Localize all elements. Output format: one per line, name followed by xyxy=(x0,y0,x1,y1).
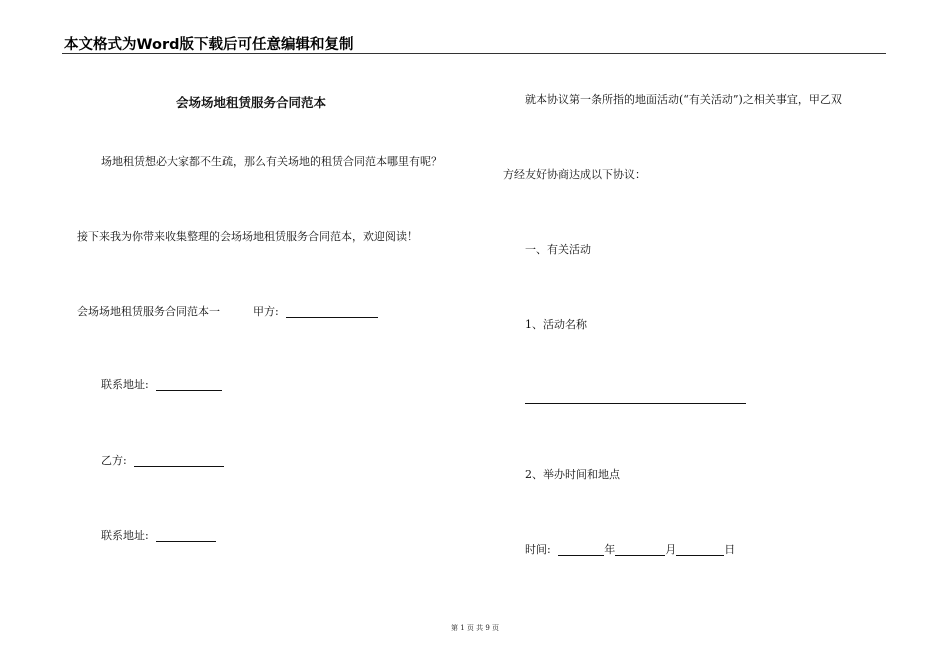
party-b-label: 乙方: xyxy=(101,454,127,467)
agreement-line-1: 就本协议第一条所指的地面活动(“有关活动”)之相关事宜，甲乙双 xyxy=(525,93,842,106)
activity-name-blank xyxy=(525,403,746,404)
intro-paragraph-2: 接下来我为你带来收集整理的会场场地租赁服务合同范本，欢迎阅读！ xyxy=(77,230,418,243)
address-label-1: 联系地址: xyxy=(101,378,149,391)
year-label: 年 xyxy=(604,543,616,556)
contract-heading: 会场场地租赁服务合同范本一 xyxy=(77,305,220,318)
party-a-blank xyxy=(286,306,378,318)
address-blank-1 xyxy=(156,379,222,391)
section-heading-activity: 一、有关活动 xyxy=(525,243,591,256)
day-blank xyxy=(676,544,724,556)
page-footer: 第 1 页 共 9 页 xyxy=(450,624,500,632)
document-header-title: 本文格式为Word版下载后可任意编辑和复制 xyxy=(64,37,354,53)
contract-heading-line xyxy=(77,305,378,318)
document-title: 会场场地租赁服务合同范本 xyxy=(176,95,327,110)
party-b-line xyxy=(101,454,224,467)
party-a-label: 甲方: xyxy=(253,305,279,318)
address-label-2: 联系地址: xyxy=(101,529,149,542)
month-blank xyxy=(615,544,665,556)
item-activity-name: 1、活动名称 xyxy=(525,318,587,331)
party-a-address-line xyxy=(101,378,222,391)
day-label: 日 xyxy=(724,543,736,556)
month-label: 月 xyxy=(665,543,677,556)
header-divider xyxy=(62,53,886,54)
time-label: 时间: xyxy=(525,543,551,556)
party-b-blank xyxy=(134,455,224,467)
agreement-line-2: 方经友好协商达成以下协议： xyxy=(503,168,646,181)
address-blank-2 xyxy=(156,530,216,542)
party-b-address-line xyxy=(101,529,216,542)
item-time-place: 2、举办时间和地点 xyxy=(525,468,620,481)
time-line xyxy=(525,543,735,556)
year-blank xyxy=(558,544,604,556)
intro-paragraph-1: 场地租赁想必大家都不生疏，那么有关场地的租赁合同范本哪里有呢？ xyxy=(101,155,442,168)
